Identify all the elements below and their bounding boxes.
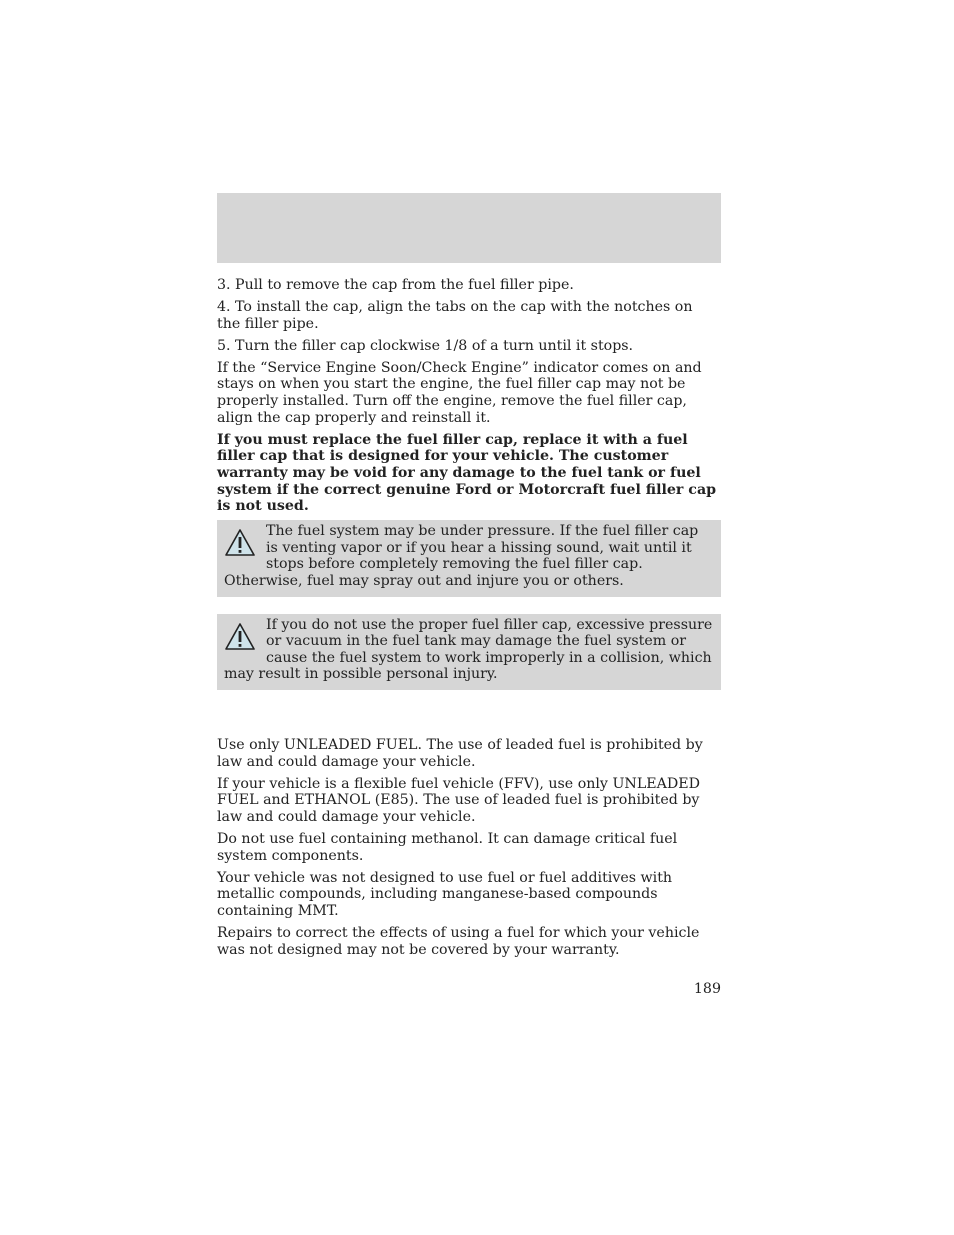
warranty-paragraph: Repairs to correct the effects of using a fuel for which your vehicle was not designed may not be covered by your warranty.: [217, 924, 700, 958]
replacement-notice: If you must replace the fuel filler cap, replace it with a fuel filler cap that is designed for your vehicle. The customer warranty may be void for any damage to the fuel tank or fuel system if the correct genuine Ford or Motorcraft fuel filler cap is not used.: [217, 431, 717, 515]
warning-triangle-icon: [224, 528, 256, 558]
header-band: [217, 193, 721, 263]
warning-box-filler-cap: [217, 614, 721, 690]
step-5: 5. Turn the filler cap clockwise 1/8 of a turn until it stops.: [217, 337, 634, 354]
warning-box-pressure: [217, 520, 721, 596]
warning-text: The fuel system may be under pressure. If the fuel filler cap is venting vapor or if you hear a hissing sound, wait until it stops before completely removing the fuel filler cap. Otherwise, fuel may spray out and injure you or others.: [224, 523, 699, 589]
page-number: 189: [693, 981, 721, 997]
step-3: 3. Pull to remove the cap from the fuel filler pipe.: [217, 277, 574, 293]
ffv-paragraph: If your vehicle is a flexible fuel vehicle (FFV), use only UNLEADED FUEL and ETHANOL (E85). The use of leaded fuel is prohibited by law and could damage your vehicle.: [217, 775, 700, 825]
methanol-paragraph: Do not use fuel containing methanol. It can damage critical fuel system components.: [217, 830, 678, 864]
unleaded-fuel-paragraph: Use only UNLEADED FUEL. The use of leaded fuel is prohibited by law and could damage your vehicle.: [217, 736, 703, 770]
warning-text: If you do not use the proper fuel filler cap, excessive pressure or vacuum in the fuel tank may damage the fuel system or cause the fuel system to work improperly in a collision, which may result in possible personal injury.: [224, 616, 713, 683]
section-spacer: [217, 707, 717, 737]
indicator-paragraph: If the “Service Engine Soon/Check Engine” indicator comes on and stays on when you start the engine, the fuel filler cap may not be properly installed. Turn off the engine, remove the fuel filler cap, align the cap properly and reinstall it.: [217, 359, 702, 426]
step-4: 4. To install the cap, align the tabs on the cap with the notches on the filler pipe.: [217, 299, 693, 332]
warning-triangle-icon: [224, 622, 256, 652]
mmt-paragraph: Your vehicle was not designed to use fuel or fuel additives with metallic compounds, including manganese-based compounds containing MMT.: [217, 869, 673, 919]
page-content: [217, 277, 717, 964]
